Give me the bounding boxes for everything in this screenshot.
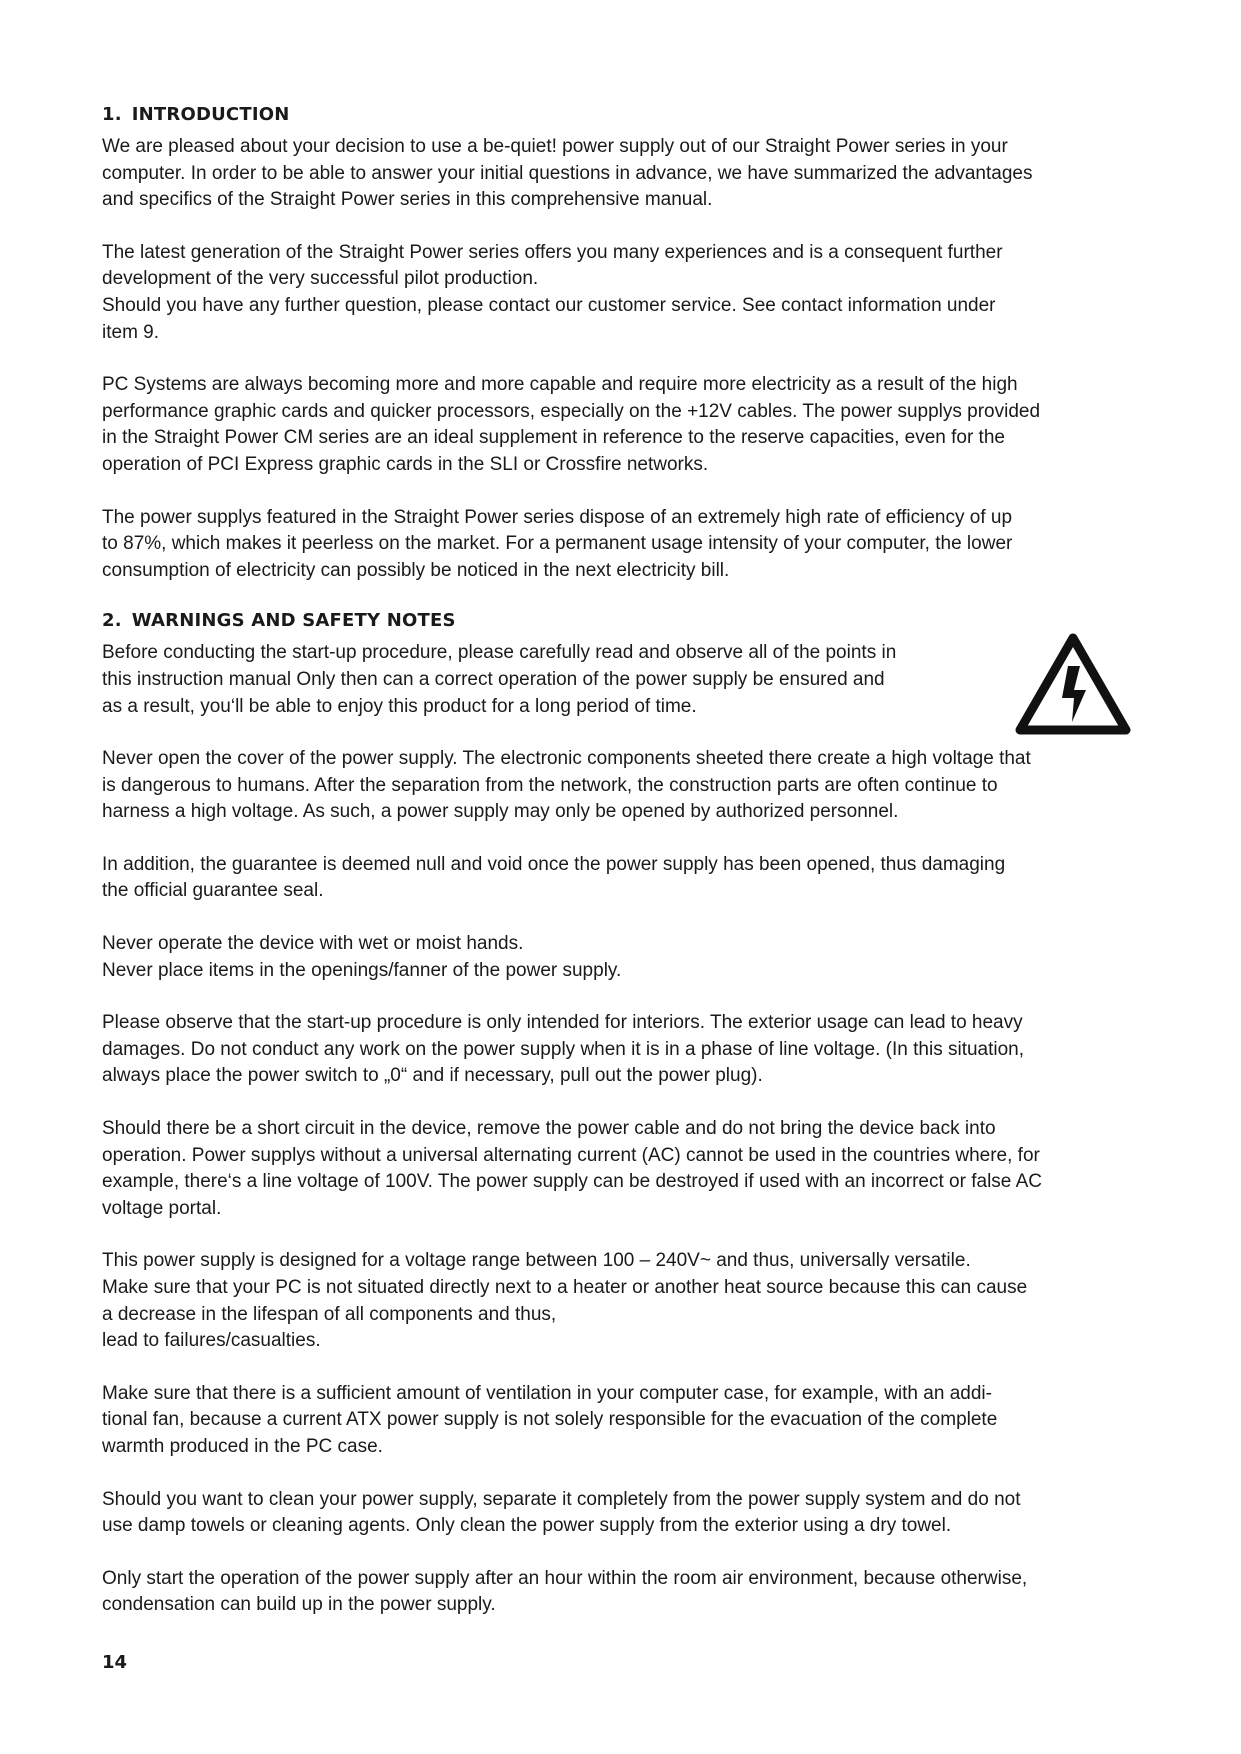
section-2-heading [102,610,1152,631]
text-line: voltage portal. [102,1197,222,1219]
page-number: 14 [102,1652,128,1673]
text-line: Never operate the device with wet or moist hands. [102,933,524,955]
text-line: This power supply is designed for a voltage range between 100 – 240V~ and thus, universally versatile. [102,1250,971,1272]
paragraph [102,852,1152,905]
section-2-body [102,640,1152,1619]
paragraph [102,1248,1152,1354]
text-line: example, there‘s a line voltage of 100V. The power supply can be destroyed if used with an incorrect or false AC [102,1171,1042,1193]
paragraph [102,1010,1152,1090]
text-line: as a result, you‘ll be able to enjoy this product for a long period of time. [102,695,697,717]
paragraph [102,240,1152,346]
paragraph [102,505,1152,585]
text-line: condensation can build up in the power supply. [102,1594,496,1616]
text-line: is dangerous to humans. After the separation from the network, the construction parts are often continue to [102,774,998,796]
text-line: development of the very successful pilot production. [102,268,539,290]
text-line: item 9. [102,321,160,343]
text-line: always place the power switch to „0“ and if necessary, pull out the power plug). [102,1065,763,1087]
text-line: damages. Do not conduct any work on the power supply when it is in a phase of line voltage. (In this situation, [102,1038,1025,1060]
text-line: Only start the operation of the power supply after an hour within the room air environment, because otherwise, [102,1567,1028,1589]
text-line: operation. Power supplys without a universal alternating current (AC) cannot be used in the countries where, for [102,1144,1040,1166]
text-line: Before conducting the start-up procedure, please carefully read and observe all of the points in [102,642,897,664]
manual-page [102,104,1152,1645]
text-line: consumption of electricity can possibly be noticed in the next electricity bill. [102,559,730,581]
text-line: Make sure that your PC is not situated directly next to a heater or another heat source because this can cause [102,1277,1028,1298]
section-2-number: 2. [102,610,122,632]
text-line: in the Straight Power CM series are an ideal supplement in reference to the reserve capacities, even for the [102,427,1005,449]
section-1-heading [102,104,1152,125]
warning-block [102,640,1152,1619]
text-line: Should there be a short circuit in the device, remove the power cable and do not bring the device back into [102,1118,996,1140]
text-line: to 87%, which makes it peerless on the market. For a permanent usage intensity of your computer, the lower [102,533,1013,555]
section-1-number: 1. [102,104,122,125]
section-1-body [102,134,1152,584]
paragraph [102,1116,1152,1222]
text-line: this instruction manual Only then can a correct operation of the power supply be ensured and [102,668,885,690]
text-line: In addition, the guarantee is deemed null and void once the power supply has been opened, thus damaging [102,853,1006,875]
text-line: PC Systems are always becoming more and more capable and require more electricity as a result of the high [102,374,1018,396]
paragraph [102,1566,1152,1619]
text-line: and specifics of the Straight Power series in this comprehensive manual. [102,189,713,211]
text-line: Make sure that there is a sufficient amount of ventilation in your computer case, for example, with an addi- [102,1382,992,1404]
paragraph [102,134,1152,214]
text-line: Should you want to clean your power supply, separate it completely from the power supply system and do not [102,1488,1021,1510]
text-line: Should you have any further question, please contact our customer service. See contact information under [102,294,996,316]
paragraph [102,372,1152,478]
text-line: computer. In order to be able to answer your initial questions in advance, we have summarized the advantages [102,162,1033,184]
paragraph [102,746,1152,826]
section-2-title: WARNINGS AND SAFETY NOTES [131,610,456,632]
text-line: warmth produced in the PC case. [102,1435,383,1457]
text-line: Please observe that the start-up procedure is only intended for interiors. The exterior usage can lead to heavy [102,1012,1023,1034]
high-voltage-warning-icon [1014,632,1132,738]
text-line: Never place items in the openings/fanner of the power supply. [102,959,622,981]
paragraph [102,640,1152,720]
text-line: lead to failures/casualties. [102,1330,321,1352]
section-1-title: INTRODUCTION [131,104,290,125]
text-line: use damp towels or cleaning agents. Only clean the power supply from the exterior using a dry towel. [102,1515,952,1537]
paragraph [102,1381,1152,1461]
text-line: harness a high voltage. As such, a power supply may only be opened by authorized personnel. [102,801,899,823]
text-line: performance graphic cards and quicker processors, especially on the +12V cables. The power supplys provided [102,400,1041,422]
paragraph [102,1487,1152,1540]
text-line: a decrease in the lifespan of all components and thus, [102,1303,557,1325]
text-line: Never open the cover of the power supply. The electronic components sheeted there create a high voltage that [102,748,1031,770]
text-line: tional fan, because a current ATX power supply is not solely responsible for the evacuation of the complete [102,1409,998,1431]
text-line: The power supplys featured in the Straight Power series dispose of an extremely high rate of efficiency of up [102,506,1013,528]
text-line: operation of PCI Express graphic cards in the SLI or Crossfire networks. [102,453,709,475]
text-line: the official guarantee seal. [102,880,324,902]
text-line: We are pleased about your decision to use a be-quiet! power supply out of our Straight Power series in your [102,136,1008,157]
text-line: The latest generation of the Straight Power series offers you many experiences and is a consequent further [102,241,1003,263]
paragraph [102,931,1152,984]
